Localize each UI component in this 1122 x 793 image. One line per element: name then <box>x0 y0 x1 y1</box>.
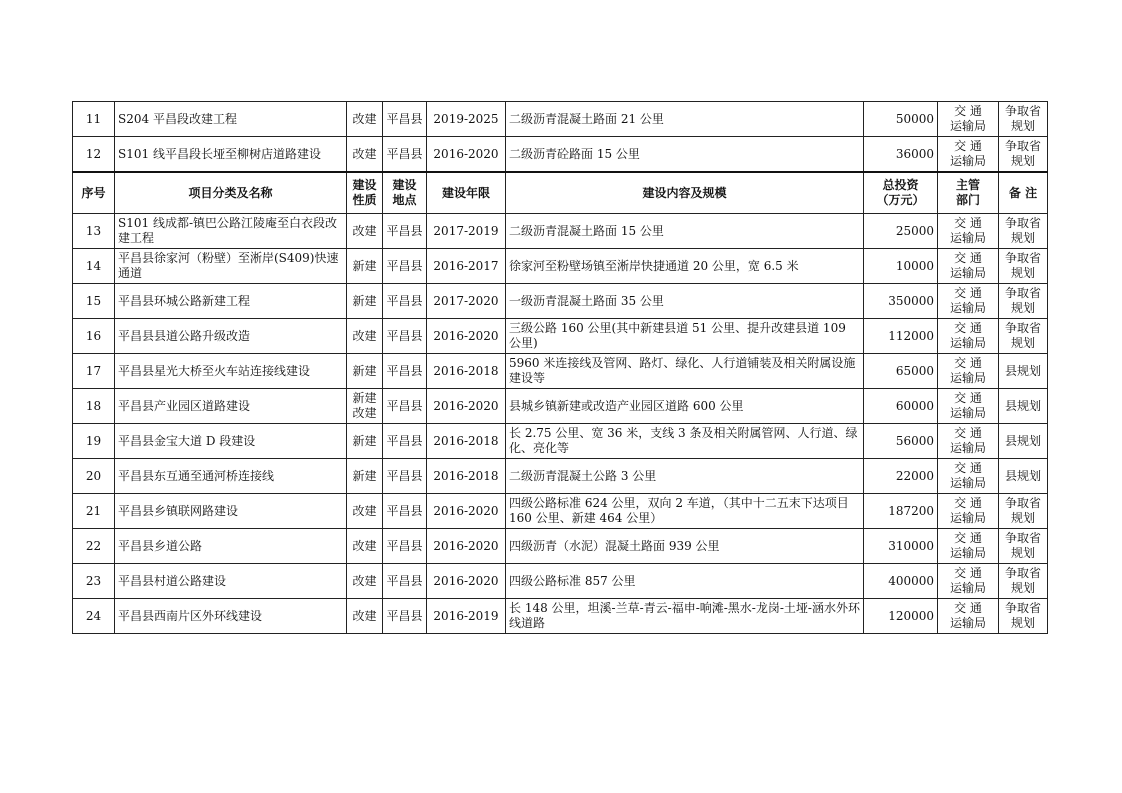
project-table <box>72 101 1048 634</box>
cell-nature: 改建 <box>347 214 383 249</box>
cell-nature: 改建 <box>347 529 383 564</box>
cell-number: 15 <box>73 284 115 319</box>
cell-location: 平昌县 <box>383 354 427 389</box>
cell-nature: 改建 <box>347 137 383 173</box>
header-remark: 备 注 <box>999 172 1048 214</box>
table-row <box>73 102 1048 137</box>
cell-investment: 22000 <box>864 459 938 494</box>
cell-years: 2016-2020 <box>427 529 506 564</box>
cell-location: 平昌县 <box>383 389 427 424</box>
cell-content: 长 2.75 公里、宽 36 米，支线 3 条及相关附属管网、人行道、绿化、亮化等 <box>506 424 864 459</box>
header-department: 主管 部门 <box>938 172 999 214</box>
cell-location: 平昌县 <box>383 529 427 564</box>
cell-number: 21 <box>73 494 115 529</box>
table-row <box>73 529 1048 564</box>
cell-years: 2016-2020 <box>427 319 506 354</box>
cell-department: 交 通 运输局 <box>938 564 999 599</box>
table-row <box>73 389 1048 424</box>
cell-number: 13 <box>73 214 115 249</box>
cell-content: 二级沥青砼路面 15 公里 <box>506 137 864 173</box>
cell-content: 三级公路 160 公里(其中新建县道 51 公里、提升改建县道 109 公里) <box>506 319 864 354</box>
cell-department: 交 通 运输局 <box>938 137 999 173</box>
cell-content: 二级沥青混凝土路面 15 公里 <box>506 214 864 249</box>
cell-number: 16 <box>73 319 115 354</box>
cell-project-name: 平昌县乡镇联网路建设 <box>115 494 347 529</box>
header-years: 建设年限 <box>427 172 506 214</box>
cell-nature: 改建 <box>347 494 383 529</box>
cell-number: 24 <box>73 599 115 634</box>
cell-content: 县城乡镇新建或改造产业园区道路 600 公里 <box>506 389 864 424</box>
cell-department: 交 通 运输局 <box>938 424 999 459</box>
cell-department: 交 通 运输局 <box>938 319 999 354</box>
table-row <box>73 214 1048 249</box>
cell-project-name: 平昌县村道公路建设 <box>115 564 347 599</box>
header-project-name: 项目分类及名称 <box>115 172 347 214</box>
table-row <box>73 354 1048 389</box>
cell-location: 平昌县 <box>383 424 427 459</box>
cell-number: 11 <box>73 102 115 137</box>
cell-content: 四级公路标准 857 公里 <box>506 564 864 599</box>
cell-location: 平昌县 <box>383 214 427 249</box>
cell-project-name: 平昌县金宝大道 D 段建设 <box>115 424 347 459</box>
cell-investment: 120000 <box>864 599 938 634</box>
cell-project-name: 平昌县东互通至通河桥连接线 <box>115 459 347 494</box>
cell-years: 2016-2020 <box>427 389 506 424</box>
header-number: 序号 <box>73 172 115 214</box>
cell-department: 交 通 运输局 <box>938 459 999 494</box>
table-header-row <box>73 172 1048 214</box>
cell-years: 2016-2017 <box>427 249 506 284</box>
cell-number: 17 <box>73 354 115 389</box>
table-row <box>73 249 1048 284</box>
table-row <box>73 319 1048 354</box>
cell-project-name: 平昌县乡道公路 <box>115 529 347 564</box>
cell-project-name: S204 平昌段改建工程 <box>115 102 347 137</box>
cell-department: 交 通 运输局 <box>938 249 999 284</box>
cell-investment: 112000 <box>864 319 938 354</box>
cell-number: 19 <box>73 424 115 459</box>
cell-content: 四级公路标准 624 公里，双向 2 车道，（其中十二五末下达项目 160 公里、新建 464 公里） <box>506 494 864 529</box>
cell-department: 交 通 运输局 <box>938 529 999 564</box>
table-row <box>73 424 1048 459</box>
cell-investment: 50000 <box>864 102 938 137</box>
header-location: 建设 地点 <box>383 172 427 214</box>
cell-investment: 56000 <box>864 424 938 459</box>
cell-content: 二级沥青混凝土公路 3 公里 <box>506 459 864 494</box>
cell-number: 18 <box>73 389 115 424</box>
cell-project-name: 平昌县星光大桥至火车站连接线建设 <box>115 354 347 389</box>
cell-remark: 争取省 规划 <box>999 319 1048 354</box>
cell-investment: 10000 <box>864 249 938 284</box>
cell-content: 一级沥青混凝土路面 35 公里 <box>506 284 864 319</box>
cell-investment: 310000 <box>864 529 938 564</box>
cell-number: 14 <box>73 249 115 284</box>
cell-project-name: S101 线成都-镇巴公路江陵庵至白衣段改建工程 <box>115 214 347 249</box>
table-row <box>73 459 1048 494</box>
cell-nature: 新建 <box>347 284 383 319</box>
cell-location: 平昌县 <box>383 102 427 137</box>
cell-nature: 新建 <box>347 424 383 459</box>
cell-remark: 县规划 <box>999 424 1048 459</box>
table-row <box>73 137 1048 173</box>
cell-remark: 争取省 规划 <box>999 599 1048 634</box>
cell-investment: 350000 <box>864 284 938 319</box>
cell-content: 5960 米连接线及管网、路灯、绿化、人行道铺装及相关附属设施建设等 <box>506 354 864 389</box>
cell-location: 平昌县 <box>383 494 427 529</box>
cell-years: 2016-2018 <box>427 424 506 459</box>
cell-department: 交 通 运输局 <box>938 389 999 424</box>
table-row <box>73 284 1048 319</box>
cell-nature: 新建 <box>347 249 383 284</box>
cell-number: 22 <box>73 529 115 564</box>
cell-department: 交 通 运输局 <box>938 284 999 319</box>
cell-remark: 争取省 规划 <box>999 529 1048 564</box>
cell-years: 2016-2020 <box>427 137 506 173</box>
cell-project-name: S101 线平昌段长垭至柳树店道路建设 <box>115 137 347 173</box>
cell-content: 二级沥青混凝土路面 21 公里 <box>506 102 864 137</box>
cell-remark: 县规划 <box>999 354 1048 389</box>
table-row <box>73 494 1048 529</box>
table-body <box>73 102 1048 634</box>
cell-remark: 争取省 规划 <box>999 214 1048 249</box>
cell-years: 2016-2018 <box>427 354 506 389</box>
cell-investment: 400000 <box>864 564 938 599</box>
cell-remark: 争取省 规划 <box>999 494 1048 529</box>
cell-years: 2019-2025 <box>427 102 506 137</box>
cell-department: 交 通 运输局 <box>938 214 999 249</box>
cell-project-name: 平昌县西南片区外环线建设 <box>115 599 347 634</box>
cell-nature: 新建 <box>347 354 383 389</box>
cell-number: 23 <box>73 564 115 599</box>
cell-nature: 改建 <box>347 599 383 634</box>
header-investment: 总投资 （万元） <box>864 172 938 214</box>
cell-location: 平昌县 <box>383 249 427 284</box>
cell-number: 12 <box>73 137 115 173</box>
cell-project-name: 平昌县县道公路升级改造 <box>115 319 347 354</box>
cell-investment: 187200 <box>864 494 938 529</box>
cell-investment: 36000 <box>864 137 938 173</box>
cell-investment: 25000 <box>864 214 938 249</box>
cell-location: 平昌县 <box>383 564 427 599</box>
cell-remark: 争取省 规划 <box>999 564 1048 599</box>
cell-investment: 60000 <box>864 389 938 424</box>
cell-years: 2017-2020 <box>427 284 506 319</box>
cell-department: 交 通 运输局 <box>938 354 999 389</box>
cell-project-name: 平昌县环城公路新建工程 <box>115 284 347 319</box>
cell-years: 2016-2020 <box>427 564 506 599</box>
header-nature: 建设 性质 <box>347 172 383 214</box>
cell-location: 平昌县 <box>383 319 427 354</box>
cell-location: 平昌县 <box>383 137 427 173</box>
cell-department: 交 通 运输局 <box>938 494 999 529</box>
cell-department: 交 通 运输局 <box>938 599 999 634</box>
cell-content: 四级沥青（水泥）混凝土路面 939 公里 <box>506 529 864 564</box>
cell-content: 徐家河至粉壁场镇至淅岸快捷通道 20 公里，宽 6.5 米 <box>506 249 864 284</box>
cell-years: 2017-2019 <box>427 214 506 249</box>
cell-location: 平昌县 <box>383 459 427 494</box>
cell-years: 2016-2019 <box>427 599 506 634</box>
cell-nature: 新建 改建 <box>347 389 383 424</box>
cell-project-name: 平昌县产业园区道路建设 <box>115 389 347 424</box>
cell-content: 长 148 公里，坦溪-兰草-青云-福申-响滩-黑水-龙岗-土垭-涵水外环线道路 <box>506 599 864 634</box>
cell-investment: 65000 <box>864 354 938 389</box>
cell-nature: 改建 <box>347 319 383 354</box>
cell-remark: 争取省 规划 <box>999 249 1048 284</box>
table-row <box>73 599 1048 634</box>
cell-location: 平昌县 <box>383 599 427 634</box>
cell-department: 交 通 运输局 <box>938 102 999 137</box>
cell-remark: 争取省 规划 <box>999 137 1048 173</box>
cell-remark: 县规划 <box>999 459 1048 494</box>
cell-location: 平昌县 <box>383 284 427 319</box>
cell-years: 2016-2020 <box>427 494 506 529</box>
cell-nature: 改建 <box>347 564 383 599</box>
cell-nature: 新建 <box>347 459 383 494</box>
table-row <box>73 564 1048 599</box>
cell-remark: 争取省 规划 <box>999 284 1048 319</box>
cell-years: 2016-2018 <box>427 459 506 494</box>
cell-remark: 县规划 <box>999 389 1048 424</box>
cell-number: 20 <box>73 459 115 494</box>
cell-project-name: 平昌县徐家河（粉壁）至淅岸(S409)快速通道 <box>115 249 347 284</box>
cell-remark: 争取省 规划 <box>999 102 1048 137</box>
header-content: 建设内容及规模 <box>506 172 864 214</box>
cell-nature: 改建 <box>347 102 383 137</box>
